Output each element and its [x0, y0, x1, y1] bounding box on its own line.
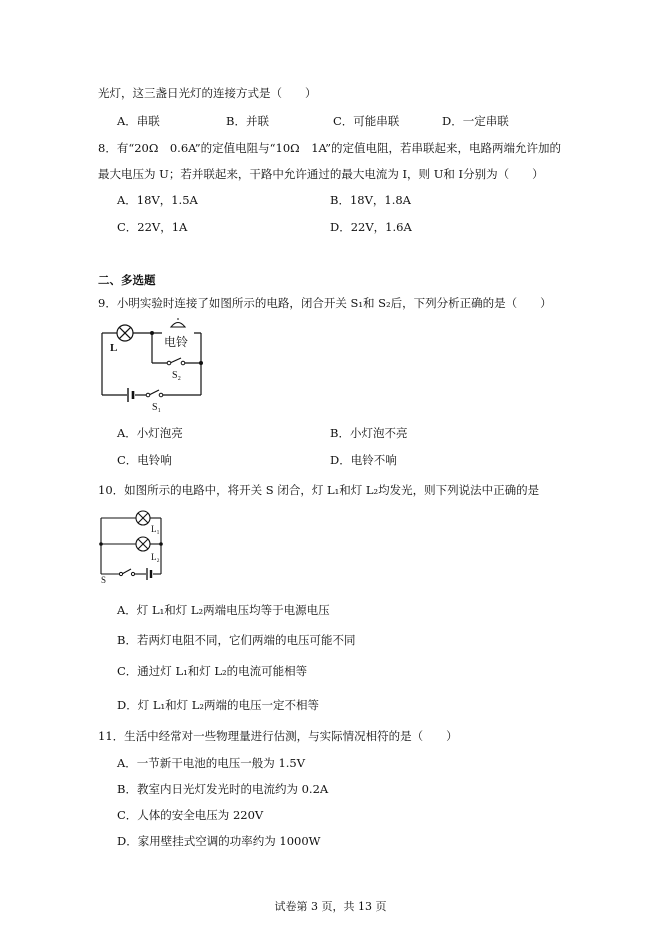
section-title: 二、多选题: [98, 273, 156, 287]
q7-option-b: B．并联: [226, 114, 269, 128]
q11-option-d: D．家用壁挂式空调的功率约为 1000W: [117, 834, 321, 848]
q10-s-label: S: [101, 575, 107, 585]
q9-s2-label: S₂: [172, 370, 182, 381]
q7-option-a: A．串联: [117, 114, 160, 128]
q10-text: 10．如图所示的电路中，将开关 S 闭合，灯 L₁和灯 L₂均发光，则下列说法中正确的是: [98, 483, 540, 497]
q9-circuit-diagram: [95, 318, 225, 418]
q7-option-d: D．一定串联: [442, 114, 509, 128]
q10-option-d: D．灯 L₁和灯 L₂两端的电压一定不相等: [117, 698, 320, 712]
q10-l1-label: L₁: [151, 524, 160, 534]
q8-option-c: C．22V，1A: [117, 220, 188, 234]
q10-option-b: B．若两灯电阻不同，它们两端的电压可能不同: [117, 633, 356, 647]
q9-lamp-label: L: [110, 342, 118, 354]
q10-option-a: A．灯 L₁和灯 L₂两端电压均等于电源电压: [117, 603, 330, 617]
q10-option-c: C．通过灯 L₁和灯 L₂的电流可能相等: [117, 664, 308, 678]
q8-option-d: D．22V，1.6A: [330, 220, 412, 234]
q11-option-a: A．一节新干电池的电压一般为 1.5V: [117, 756, 306, 770]
q7-text-tail: 光灯，这三盏日光灯的连接方式是（ ）: [98, 86, 317, 100]
q9-s1-label: S₁: [152, 402, 162, 413]
q8-text-line2: 最大电压为 U；若并联起来，干路中允许通过的最大电流为 I，则 U和 I分别为（ ）: [98, 167, 544, 181]
q8-option-b: B．18V，1.8A: [330, 193, 411, 207]
q9-option-c: C．电铃响: [117, 453, 172, 467]
q9-option-a: A．小灯泡亮: [117, 426, 183, 440]
q10-l2-label: L₂: [151, 552, 160, 562]
page-footer: 试卷第 3 页，共 13 页: [274, 900, 387, 913]
q10-circuit-diagram: [98, 508, 168, 583]
q9-text: 9．小明实验时连接了如图所示的电路，闭合开关 S₁和 S₂后，下列分析正确的是（ ）: [98, 296, 552, 310]
q11-option-b: B．教室内日光灯发光时的电流约为 0.2A: [117, 782, 329, 796]
q9-option-d: D．电铃不响: [330, 453, 397, 467]
q9-option-b: B．小灯泡不亮: [330, 426, 408, 440]
q7-option-c: C．可能串联: [333, 114, 400, 128]
q8-text-line1: 8．有“20Ω 0.6A”的定值电阻与“10Ω 1A”的定值电阻，若串联起来，电路两端允许加的: [98, 141, 562, 155]
q11-option-c: C．人体的安全电压为 220V: [117, 808, 264, 822]
q9-bell-label: 电铃: [164, 335, 189, 349]
q11-text: 11．生活中经常对一些物理量进行估测，与实际情况相符的是（ ）: [98, 729, 458, 743]
q8-option-a: A．18V，1.5A: [117, 193, 198, 207]
